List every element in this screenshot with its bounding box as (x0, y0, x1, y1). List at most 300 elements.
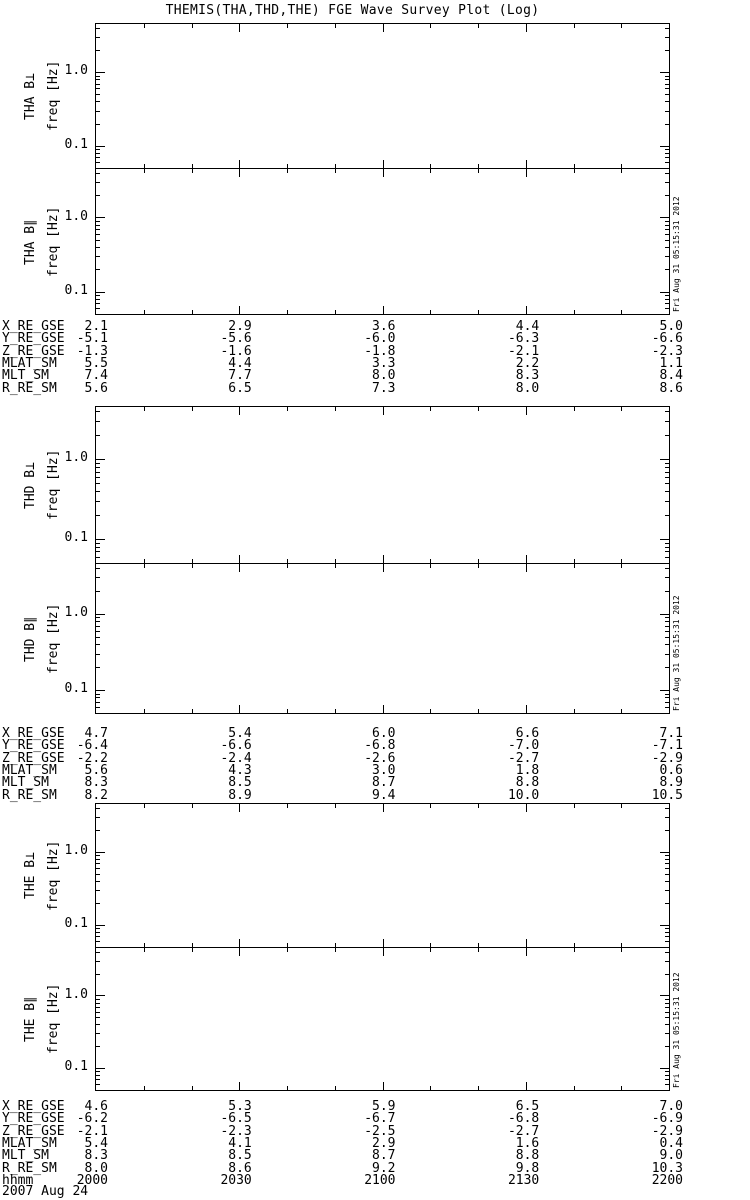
x-tick (526, 564, 527, 572)
table-cell: -6.4 (76, 738, 108, 754)
y-tick (660, 614, 669, 615)
y-tick-label: 1.0 (64, 450, 88, 466)
x-tick (430, 564, 431, 568)
y-tick (665, 1079, 669, 1080)
panel-thd-bperp (95, 406, 670, 564)
y-tick (665, 463, 669, 464)
y-tick (665, 501, 669, 502)
y-tick (665, 1024, 669, 1025)
y-tick (96, 153, 100, 154)
y-tick (665, 543, 669, 544)
y-tick (665, 928, 669, 929)
y-tick (665, 50, 669, 51)
y-tick (665, 1007, 669, 1008)
table-cell: 8.9 (228, 787, 252, 803)
y-tick (665, 477, 669, 478)
y-tick (665, 881, 669, 882)
y-tick (665, 1003, 669, 1004)
y-tick (665, 1033, 669, 1034)
table-cell: 8.6 (659, 380, 683, 396)
x-tick (335, 407, 336, 411)
y-tick (665, 37, 669, 38)
x-tick (383, 948, 384, 956)
x-tick (192, 1086, 193, 1090)
x-tick (144, 310, 145, 314)
table-row-label: R_RE_SM (2, 1160, 57, 1176)
x-tick (192, 169, 193, 173)
y-tick (96, 295, 100, 296)
x-tick (478, 709, 479, 713)
y-tick (96, 868, 100, 869)
y-tick (96, 299, 100, 300)
y-tick (96, 256, 100, 257)
y-tick (660, 217, 669, 218)
y-tick (96, 928, 100, 929)
y-tick (665, 225, 669, 226)
table-cell: 0.4 (659, 1135, 683, 1151)
x-tick (574, 24, 575, 28)
y-tick (96, 72, 105, 73)
table-cell: -6.7 (364, 1111, 396, 1127)
x-tick (287, 709, 288, 713)
x-tick (144, 407, 145, 411)
y-tick (96, 515, 100, 516)
x-tick (526, 555, 527, 563)
table-cell: -2.1 (76, 1123, 108, 1139)
x-tick (383, 564, 384, 572)
y-tick (665, 637, 669, 638)
x-tick (192, 24, 193, 28)
y-tick (665, 149, 669, 150)
x-tick (621, 407, 622, 411)
y-tick (96, 1079, 100, 1080)
table-cell: 8.2 (84, 787, 108, 803)
freq-axis-label: freq [Hz] (46, 60, 61, 131)
y-tick (96, 890, 100, 891)
y-tick (96, 1046, 100, 1047)
y-tick (665, 28, 669, 29)
y-tick (96, 162, 100, 163)
y-tick (665, 932, 669, 933)
x-tick (192, 310, 193, 314)
y-tick (665, 697, 669, 698)
x-tick (430, 407, 431, 411)
x-tick (526, 1082, 527, 1090)
y-tick (96, 182, 100, 183)
y-tick (96, 149, 100, 150)
table-row-label: Z_RE_GSE (2, 343, 65, 359)
y-tick (96, 874, 100, 875)
table-cell: 2.1 (84, 319, 108, 334)
table-cell: 6.6 (515, 726, 540, 741)
x-tick (621, 169, 622, 173)
y-tick (665, 467, 669, 468)
x-tick (239, 804, 240, 812)
table-row-label: R_RE_SM (2, 787, 57, 803)
table-cell: 8.6 (228, 1160, 252, 1176)
y-tick (96, 411, 100, 412)
y-tick (96, 974, 100, 975)
y-tick (665, 101, 669, 102)
y-tick (665, 868, 669, 869)
y-tick (665, 817, 669, 818)
y-tick (96, 1007, 100, 1008)
table-cell: -2.9 (651, 1123, 683, 1139)
page-title: THEMIS(THA,THD,THE) FGE Wave Survey Plot (Log) (165, 3, 540, 18)
y-tick-label: 0.1 (64, 136, 88, 152)
x-tick (478, 804, 479, 808)
y-tick (665, 1084, 669, 1085)
y-tick-label: 0.1 (64, 916, 88, 931)
x-tick (574, 310, 575, 314)
y-tick (96, 1068, 105, 1069)
y-tick (96, 477, 100, 478)
x-tick (621, 948, 622, 952)
table-cell: 7.3 (372, 380, 396, 396)
x-tick (192, 709, 193, 713)
y-tick (96, 863, 100, 864)
panel-the-bpar (95, 947, 670, 1091)
x-tick (526, 705, 527, 713)
y-tick (665, 157, 669, 158)
x-tick (478, 1086, 479, 1090)
y-tick (96, 932, 100, 933)
y-tick (665, 808, 669, 809)
x-tick (478, 169, 479, 173)
y-tick-label: 1.0 (64, 63, 88, 79)
x-tick (383, 169, 384, 177)
table-cell: 3.3 (372, 355, 396, 371)
x-tick (526, 939, 527, 947)
x-tick (239, 705, 240, 713)
table-cell: 9.8 (515, 1160, 540, 1176)
x-tick (574, 564, 575, 568)
x-tick (239, 160, 240, 168)
y-tick (96, 217, 105, 218)
y-tick (665, 617, 669, 618)
table-cell: 8.8 (515, 1148, 540, 1164)
y-tick (96, 101, 100, 102)
table-cell: 1.8 (515, 762, 540, 778)
table-cell: 0.6 (659, 762, 683, 778)
x-tick (430, 948, 431, 952)
y-tick (665, 483, 669, 484)
y-tick (660, 925, 669, 926)
y-tick (96, 697, 100, 698)
table-row-label: X_RE_GSE (2, 726, 65, 741)
y-tick (660, 72, 669, 73)
y-tick (665, 153, 669, 154)
x-tick (621, 804, 622, 808)
timestamp-label: Fri Aug 31 05:15:31 2012 (672, 196, 681, 312)
y-tick (96, 472, 100, 473)
x-tick (430, 169, 431, 173)
table-cell: 8.3 (84, 775, 108, 791)
y-tick (665, 903, 669, 904)
y-tick (665, 491, 669, 492)
table-row-label: Y_RE_GSE (2, 331, 65, 347)
x-tick (383, 407, 384, 415)
y-tick (665, 411, 669, 412)
y-tick (665, 667, 669, 668)
table-cell: 5.4 (84, 1135, 108, 1151)
table-cell: 8.0 (372, 368, 396, 384)
table-cell: -6.8 (364, 738, 396, 754)
y-tick (96, 76, 100, 77)
panel-tha-bperp (95, 23, 670, 169)
x-tick (335, 948, 336, 952)
x-tick (335, 310, 336, 314)
y-tick (665, 568, 669, 569)
x-tick (335, 24, 336, 28)
table-cell: 7.0 (659, 1099, 683, 1114)
x-tick (430, 804, 431, 808)
y-tick (665, 874, 669, 875)
table-cell: -6.9 (651, 1111, 683, 1127)
freq-axis-label: freq [Hz] (46, 840, 61, 911)
y-tick (665, 435, 669, 436)
y-tick (96, 637, 100, 638)
table-cell: 10.3 (651, 1160, 683, 1176)
y-tick-label: 1.0 (64, 208, 88, 224)
x-tick (430, 24, 431, 28)
table-cell: 5.0 (659, 319, 683, 334)
table-cell: -2.7 (507, 750, 540, 766)
table-cell: 5.4 (228, 726, 252, 741)
y-tick (665, 577, 669, 578)
y-tick (665, 1075, 669, 1076)
table-cell: -2.9 (651, 750, 683, 766)
y-tick (96, 690, 105, 691)
y-tick (96, 859, 100, 860)
x-tick (383, 1082, 384, 1090)
x-tick (574, 407, 575, 411)
table-cell: -2.3 (220, 1123, 252, 1139)
table-cell: 8.5 (228, 775, 252, 791)
y-tick-label: 1.0 (64, 842, 88, 858)
table-cell: -1.8 (364, 343, 396, 359)
x-tick (574, 169, 575, 173)
y-tick (96, 157, 100, 158)
x-tick (144, 564, 145, 568)
y-tick (665, 591, 669, 592)
y-tick (96, 463, 100, 464)
y-tick (96, 808, 100, 809)
table-cell: 7.7 (228, 368, 252, 384)
y-tick (96, 617, 100, 618)
y-tick (665, 295, 669, 296)
y-tick (665, 88, 669, 89)
table-cell: -1.3 (76, 343, 108, 359)
x-tick (478, 948, 479, 952)
table-row-label: MLAT_SM (2, 1135, 57, 1151)
y-tick (96, 483, 100, 484)
x-tick (239, 407, 240, 415)
y-tick (96, 146, 105, 147)
date-label: 2007 Aug 24 (2, 1184, 89, 1199)
y-tick (665, 162, 669, 163)
table-row-label: Z_RE_GSE (2, 1123, 65, 1139)
table-cell: -6.2 (76, 1111, 108, 1127)
y-tick (96, 234, 100, 235)
table-cell: 5.9 (372, 1099, 396, 1114)
y-tick (96, 855, 100, 856)
table-row-label: MLAT_SM (2, 355, 57, 371)
table-cell: -2.2 (76, 750, 108, 766)
y-tick (96, 925, 105, 926)
x-tick (526, 306, 527, 314)
table-cell: -6.6 (651, 331, 683, 347)
x-tick (192, 407, 193, 411)
x-tick (574, 1086, 575, 1090)
y-tick (96, 644, 100, 645)
y-tick (665, 1071, 669, 1072)
y-tick (96, 830, 100, 831)
y-tick (665, 124, 669, 125)
x-tick (335, 709, 336, 713)
table-cell: -2.3 (651, 343, 683, 359)
y-tick (96, 702, 100, 703)
table-cell: 8.4 (659, 368, 683, 384)
y-tick (665, 234, 669, 235)
time-tick-label: 2030 (220, 1172, 252, 1188)
table-cell: 2.9 (372, 1135, 396, 1151)
y-tick (96, 591, 100, 592)
y-tick (96, 84, 100, 85)
x-tick (192, 564, 193, 568)
x-tick (383, 939, 384, 947)
y-tick (96, 999, 100, 1000)
x-tick (526, 804, 527, 812)
table-row-label: X_RE_GSE (2, 1099, 65, 1114)
time-tick-label: 2000 (76, 1172, 108, 1188)
x-tick (383, 705, 384, 713)
y-tick (665, 472, 669, 473)
y-tick (665, 961, 669, 962)
y-tick (665, 247, 669, 248)
y-tick (665, 182, 669, 183)
y-tick (665, 111, 669, 112)
y-tick (96, 50, 100, 51)
y-tick (96, 539, 105, 540)
panel-label: THA B∥ (23, 218, 38, 265)
y-tick (96, 543, 100, 544)
y-tick (660, 292, 669, 293)
x-tick (526, 160, 527, 168)
y-tick (96, 195, 100, 196)
x-tick (239, 939, 240, 947)
y-tick (96, 1075, 100, 1076)
y-tick (96, 654, 100, 655)
y-tick (665, 547, 669, 548)
time-axis-label: hhmm (2, 1172, 34, 1188)
table-row-label: MLAT_SM (2, 762, 57, 778)
x-tick (144, 24, 145, 28)
y-tick (96, 1071, 100, 1072)
table-cell: 8.0 (515, 380, 540, 396)
y-tick-label: 0.1 (64, 1059, 88, 1075)
x-tick (239, 24, 240, 32)
y-tick (665, 269, 669, 270)
y-tick (96, 941, 100, 942)
y-tick (660, 146, 669, 147)
y-tick (96, 88, 100, 89)
y-tick (96, 694, 100, 695)
y-tick (660, 539, 669, 540)
table-cell: 4.4 (515, 319, 540, 334)
y-tick-label: 0.1 (64, 282, 88, 298)
table-cell: 4.1 (228, 1135, 252, 1151)
y-tick (665, 1017, 669, 1018)
y-tick (665, 830, 669, 831)
freq-axis-label: freq [Hz] (46, 603, 61, 674)
table-cell: 7.1 (659, 726, 683, 741)
x-tick (287, 24, 288, 28)
x-tick (239, 169, 240, 177)
y-tick (96, 501, 100, 502)
y-tick (96, 467, 100, 468)
table-cell: 8.5 (228, 1148, 252, 1164)
table-row-label: MLT_SM (2, 775, 49, 791)
table-cell: 6.5 (228, 380, 252, 396)
table-row-label: Y_RE_GSE (2, 738, 65, 754)
x-tick (478, 407, 479, 411)
x-tick (526, 407, 527, 415)
y-tick (665, 221, 669, 222)
table-row-label: Y_RE_GSE (2, 1111, 65, 1127)
y-tick (96, 94, 100, 95)
table-cell: 8.3 (515, 368, 540, 384)
panel-label: THD B⊥ (23, 461, 38, 509)
y-tick (665, 952, 669, 953)
y-tick (96, 79, 100, 80)
time-tick-label: 2130 (507, 1172, 540, 1188)
y-tick (665, 936, 669, 937)
table-cell: 3.6 (372, 319, 396, 334)
x-tick (287, 804, 288, 808)
y-tick (96, 435, 100, 436)
y-tick (96, 903, 100, 904)
y-tick (96, 269, 100, 270)
y-tick (96, 952, 100, 953)
x-tick (287, 948, 288, 952)
x-tick (383, 160, 384, 168)
y-tick (96, 292, 105, 293)
y-tick (96, 1017, 100, 1018)
table-row-label: X_RE_GSE (2, 319, 65, 334)
x-tick (239, 555, 240, 563)
panel-label: THE B∥ (23, 996, 38, 1042)
table-cell: 7.4 (84, 368, 108, 384)
x-tick (621, 564, 622, 568)
y-tick (96, 852, 105, 853)
table-cell: 6.5 (515, 1099, 540, 1114)
y-tick (96, 621, 100, 622)
table-cell: 9.4 (372, 787, 396, 803)
table-cell: -5.6 (220, 331, 252, 347)
table-cell: -2.7 (507, 1123, 540, 1139)
table-cell: -7.0 (507, 738, 540, 754)
y-tick (96, 626, 100, 627)
y-tick (96, 817, 100, 818)
x-tick (621, 709, 622, 713)
x-tick (383, 555, 384, 563)
y-tick (665, 173, 669, 174)
table-cell: -5.1 (76, 331, 108, 347)
x-tick (144, 169, 145, 173)
x-tick (574, 948, 575, 952)
y-tick (96, 491, 100, 492)
